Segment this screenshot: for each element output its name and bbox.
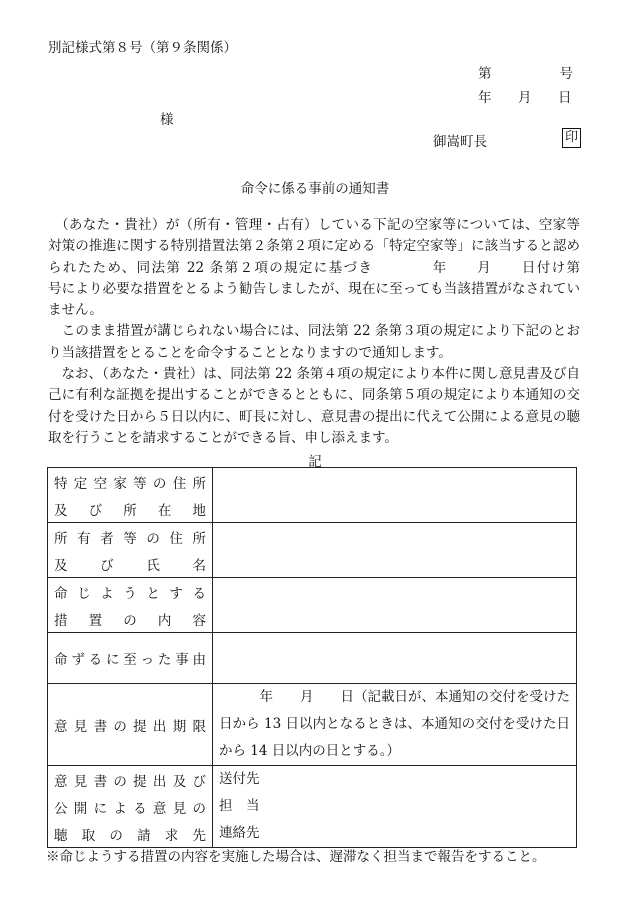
label-char: 意 bbox=[152, 800, 167, 817]
label-char: 名 bbox=[192, 557, 206, 574]
label-owner bbox=[48, 523, 213, 578]
label-char: 及 bbox=[54, 557, 68, 574]
label-char: の bbox=[109, 827, 123, 844]
label-char: 等 bbox=[123, 530, 137, 547]
label-char: る bbox=[133, 800, 147, 817]
label-line bbox=[54, 820, 206, 847]
label-char: 求 bbox=[164, 827, 179, 844]
label-char: に bbox=[93, 800, 108, 817]
value-property-address bbox=[213, 468, 577, 523]
label-char: の bbox=[146, 530, 160, 547]
ki-heading: 記 bbox=[308, 454, 322, 470]
deadline-text: 年 月 日（記載日が、本通知の交付を受けた日から 13 日以内となるときは、本通知の交付を受けた日から 14 日以内の日とする。） bbox=[219, 689, 570, 759]
label-char: 所 bbox=[54, 530, 68, 547]
label-submission bbox=[48, 766, 213, 848]
label-char: る bbox=[88, 652, 103, 668]
label-char: 命 bbox=[54, 652, 68, 668]
label-char: 公 bbox=[54, 800, 68, 817]
label-char: 事 bbox=[175, 652, 189, 668]
label-char: と bbox=[146, 585, 160, 602]
label-char: び bbox=[192, 773, 206, 790]
table-row bbox=[48, 633, 577, 684]
label-char: 及 bbox=[172, 773, 187, 790]
label-char: ず bbox=[71, 652, 85, 668]
label-char: 所 bbox=[192, 475, 206, 492]
label-line bbox=[54, 578, 206, 605]
label-char: 置 bbox=[88, 612, 103, 629]
label-line bbox=[54, 468, 206, 495]
label-char: 家 bbox=[113, 475, 127, 492]
label-char: 聴 bbox=[54, 827, 68, 844]
label-deadline bbox=[48, 684, 213, 766]
label-char: 容 bbox=[192, 612, 206, 629]
value-deadline bbox=[213, 684, 577, 766]
label-char: よ bbox=[113, 800, 127, 817]
label-char: 開 bbox=[73, 800, 88, 817]
label-char: に bbox=[105, 652, 120, 668]
label-char: 提 bbox=[133, 718, 147, 735]
label-char: 先 bbox=[192, 827, 206, 844]
label-property-address bbox=[48, 468, 213, 523]
label-measures bbox=[48, 578, 213, 633]
contact: 連絡先 bbox=[219, 825, 260, 841]
label-char: 至 bbox=[123, 652, 137, 668]
label-line bbox=[54, 793, 206, 820]
label-char: る bbox=[192, 585, 206, 602]
label-line bbox=[54, 711, 206, 738]
label-char: た bbox=[157, 652, 172, 668]
table-row bbox=[48, 684, 577, 766]
number-prefix: 第 bbox=[478, 66, 492, 82]
table-row bbox=[48, 578, 577, 633]
label-char: の bbox=[113, 718, 127, 735]
table-row bbox=[48, 523, 577, 578]
label-reason bbox=[48, 633, 213, 684]
label-char: 地 bbox=[192, 502, 206, 519]
label-char: じ bbox=[77, 585, 91, 602]
issuer-name: 御嵩町長 bbox=[433, 134, 487, 150]
label-char: び bbox=[88, 502, 103, 519]
label-char: 見 bbox=[73, 773, 88, 790]
label-char: 見 bbox=[73, 718, 88, 735]
label-char: 意 bbox=[54, 718, 68, 735]
label-char: す bbox=[169, 585, 183, 602]
label-char: よ bbox=[100, 585, 114, 602]
label-char: 有 bbox=[77, 530, 91, 547]
label-char: 内 bbox=[157, 612, 172, 629]
label-char: 者 bbox=[100, 530, 114, 547]
label-char: 及 bbox=[54, 502, 68, 519]
label-char: っ bbox=[140, 652, 155, 668]
footnote: ※命じようする措置の内容を実施した場合は、遅滞なく担当まで報告をすること。 bbox=[46, 849, 546, 865]
label-line bbox=[54, 645, 206, 672]
label-char: う bbox=[123, 585, 137, 602]
label-char: 見 bbox=[172, 800, 187, 817]
document-number bbox=[478, 62, 573, 82]
date-month: 月 bbox=[518, 90, 532, 106]
value-submission bbox=[213, 766, 577, 848]
value-owner bbox=[213, 523, 577, 578]
details-table bbox=[47, 467, 577, 848]
number-suffix: 号 bbox=[559, 66, 573, 82]
label-char: 意 bbox=[54, 773, 68, 790]
table-row bbox=[48, 468, 577, 523]
paragraph-2: このまま措置が講じられない場合には、同法第 22 条第３項の規定により下記のとおり当該措置をとることを命令することとなりますので通知します。 bbox=[48, 323, 581, 361]
label-line bbox=[54, 495, 206, 522]
label-char: 請 bbox=[137, 827, 151, 844]
label-char: 提 bbox=[133, 773, 147, 790]
label-char: 取 bbox=[81, 827, 96, 844]
person-in-charge: 担 当 bbox=[219, 798, 260, 814]
seal-stamp: 印 bbox=[562, 128, 581, 148]
send-to: 送付先 bbox=[219, 771, 260, 787]
label-char: 空 bbox=[93, 475, 108, 492]
table-row bbox=[48, 766, 577, 848]
label-char: 出 bbox=[152, 773, 167, 790]
label-char: 特 bbox=[54, 475, 68, 492]
value-reason bbox=[213, 633, 577, 684]
label-char: び bbox=[100, 557, 114, 574]
issue-date bbox=[478, 86, 572, 106]
label-char: 在 bbox=[157, 502, 172, 519]
label-char: の bbox=[123, 612, 137, 629]
label-char: 書 bbox=[93, 773, 108, 790]
label-line bbox=[54, 605, 206, 632]
label-char: 所 bbox=[192, 530, 206, 547]
form-label: 別記様式第８号（第９条関係） bbox=[48, 40, 237, 56]
label-line bbox=[54, 766, 206, 793]
label-char: 限 bbox=[192, 718, 206, 735]
date-day: 日 bbox=[558, 90, 572, 106]
label-char: 書 bbox=[93, 718, 108, 735]
label-char: 期 bbox=[172, 718, 187, 735]
label-line bbox=[54, 550, 206, 577]
label-char: 定 bbox=[73, 475, 88, 492]
label-char: の bbox=[113, 773, 127, 790]
addressee-suffix: 様 bbox=[160, 112, 174, 128]
label-char: 氏 bbox=[146, 557, 160, 574]
label-char: 命 bbox=[54, 585, 68, 602]
label-line bbox=[54, 523, 206, 550]
label-char: 出 bbox=[152, 718, 167, 735]
label-char: 由 bbox=[192, 652, 206, 668]
date-year: 年 bbox=[478, 90, 492, 106]
label-char: 住 bbox=[172, 475, 187, 492]
label-char: 等 bbox=[133, 475, 147, 492]
label-char: 所 bbox=[123, 502, 137, 519]
label-char: 措 bbox=[54, 612, 68, 629]
document-title: 命令に係る事前の通知書 bbox=[240, 181, 390, 197]
paragraph-1: （あなた・貴社）が（所有・管理・占有）している下記の空家等については、空家等対策の推進に関する特別措置法第２条第２項に定める「特定空家等」に該当すると認められたため、同法第 22 条第２項の規定に基づき 年 月 日付け第 号により必要な措置をとるよう勧告しましたが、現在に至っても当該措置がなされていません。 bbox=[48, 217, 621, 319]
label-char: の bbox=[192, 800, 206, 817]
label-char: 住 bbox=[169, 530, 183, 547]
value-measures bbox=[213, 578, 577, 633]
notice-body bbox=[48, 215, 621, 449]
label-char: の bbox=[152, 475, 167, 492]
paragraph-3: なお、（あなた・貴社）は、同法第 22 条第４項の規定により本件に関し意見書及び自己に有利な証拠を提出することができるとともに、同条第５項の規定により本通知の交付を受けた日から５日以内に、町長に対し、意見書の提出に代えて公開による意見の聴取を行うことを請求することができる旨、申し添えます。 bbox=[48, 366, 581, 446]
